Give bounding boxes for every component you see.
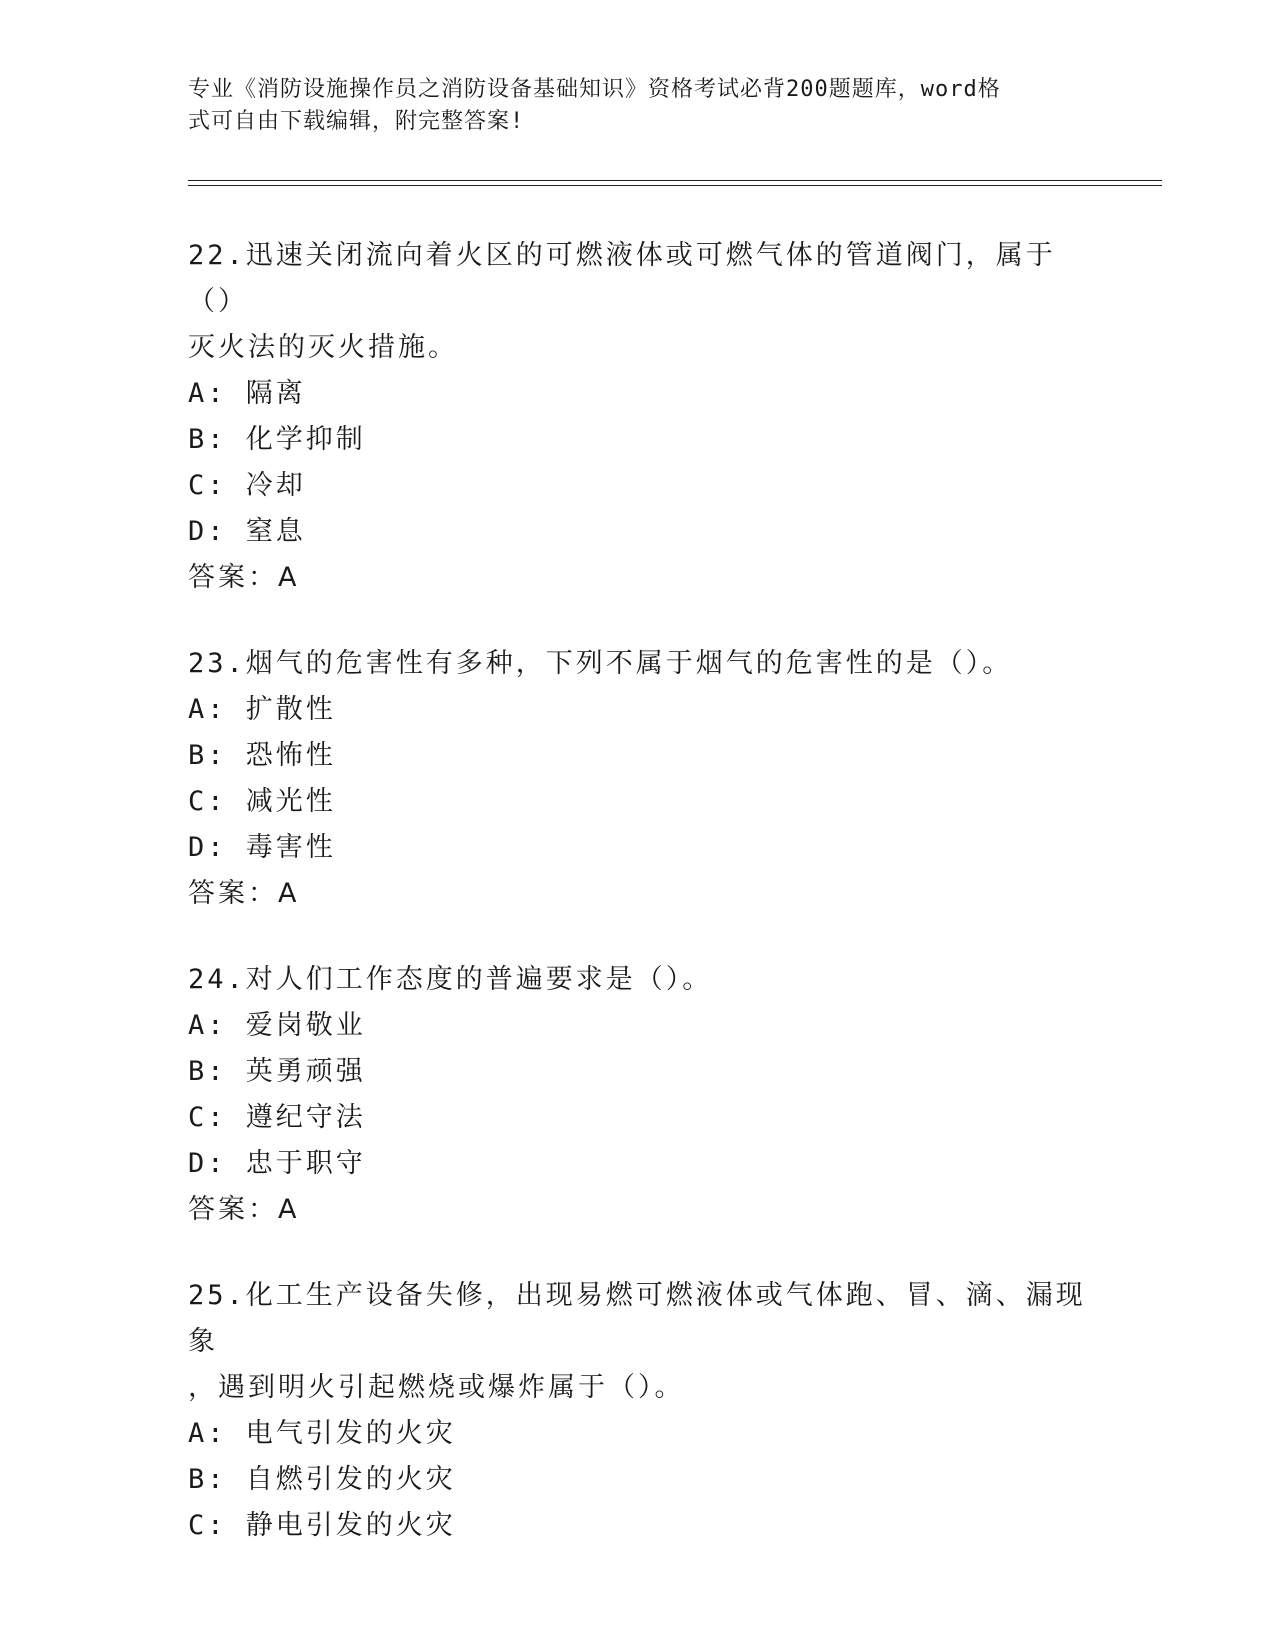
option-b: B: 化学抑制 bbox=[188, 424, 366, 455]
question-stem-line: 23.烟气的危害性有多种，下列不属于烟气的危害性的是（）。 bbox=[188, 648, 1013, 679]
option-c: C: 减光性 bbox=[188, 786, 336, 817]
option-b: B: 自燃引发的火灾 bbox=[188, 1464, 456, 1495]
question-23 bbox=[188, 641, 1088, 917]
question-25 bbox=[188, 1273, 1088, 1549]
question-stem-line: 22.迅速关闭流向着火区的可燃液体或可燃气体的管道阀门，属于（） bbox=[188, 240, 1056, 317]
answer: 答案：A bbox=[188, 562, 300, 593]
header-line-1: 专业《消防设施操作员之消防设备基础知识》资格考试必背200题题库，word格 bbox=[188, 77, 1001, 102]
option-a: A: 爱岗敬业 bbox=[188, 1010, 366, 1041]
question-list bbox=[188, 233, 1088, 1589]
question-stem-line: 25.化工生产设备失修，出现易燃可燃液体或气体跑、冒、滴、漏现象 bbox=[188, 1280, 1086, 1357]
header-line-2: 式可自由下载编辑，附完整答案! bbox=[188, 109, 525, 134]
option-a: A: 电气引发的火灾 bbox=[188, 1418, 456, 1449]
question-stem-line: 24.对人们工作态度的普遍要求是（）。 bbox=[188, 964, 713, 995]
option-a: A: 隔离 bbox=[188, 378, 306, 409]
question-24 bbox=[188, 957, 1088, 1233]
question-stem-line: 灭火法的灭火措施。 bbox=[188, 332, 458, 363]
option-b: B: 恐怖性 bbox=[188, 740, 336, 771]
option-d: D: 忠于职守 bbox=[188, 1148, 366, 1179]
option-b: B: 英勇顽强 bbox=[188, 1056, 366, 1087]
question-22 bbox=[188, 233, 1088, 601]
option-c: C: 遵纪守法 bbox=[188, 1102, 366, 1133]
option-c: C: 静电引发的火灾 bbox=[188, 1510, 456, 1541]
answer: 答案：A bbox=[188, 878, 300, 909]
option-d: D: 毒害性 bbox=[188, 832, 336, 863]
option-d: D: 窒息 bbox=[188, 516, 306, 547]
header-divider-top bbox=[188, 180, 1162, 181]
answer: 答案：A bbox=[188, 1194, 300, 1225]
option-c: C: 冷却 bbox=[188, 470, 306, 501]
header-divider-bottom bbox=[188, 185, 1162, 186]
document-header bbox=[188, 74, 1088, 138]
option-a: A: 扩散性 bbox=[188, 694, 336, 725]
question-stem-line: ，遇到明火引起燃烧或爆炸属于（）。 bbox=[188, 1372, 685, 1403]
